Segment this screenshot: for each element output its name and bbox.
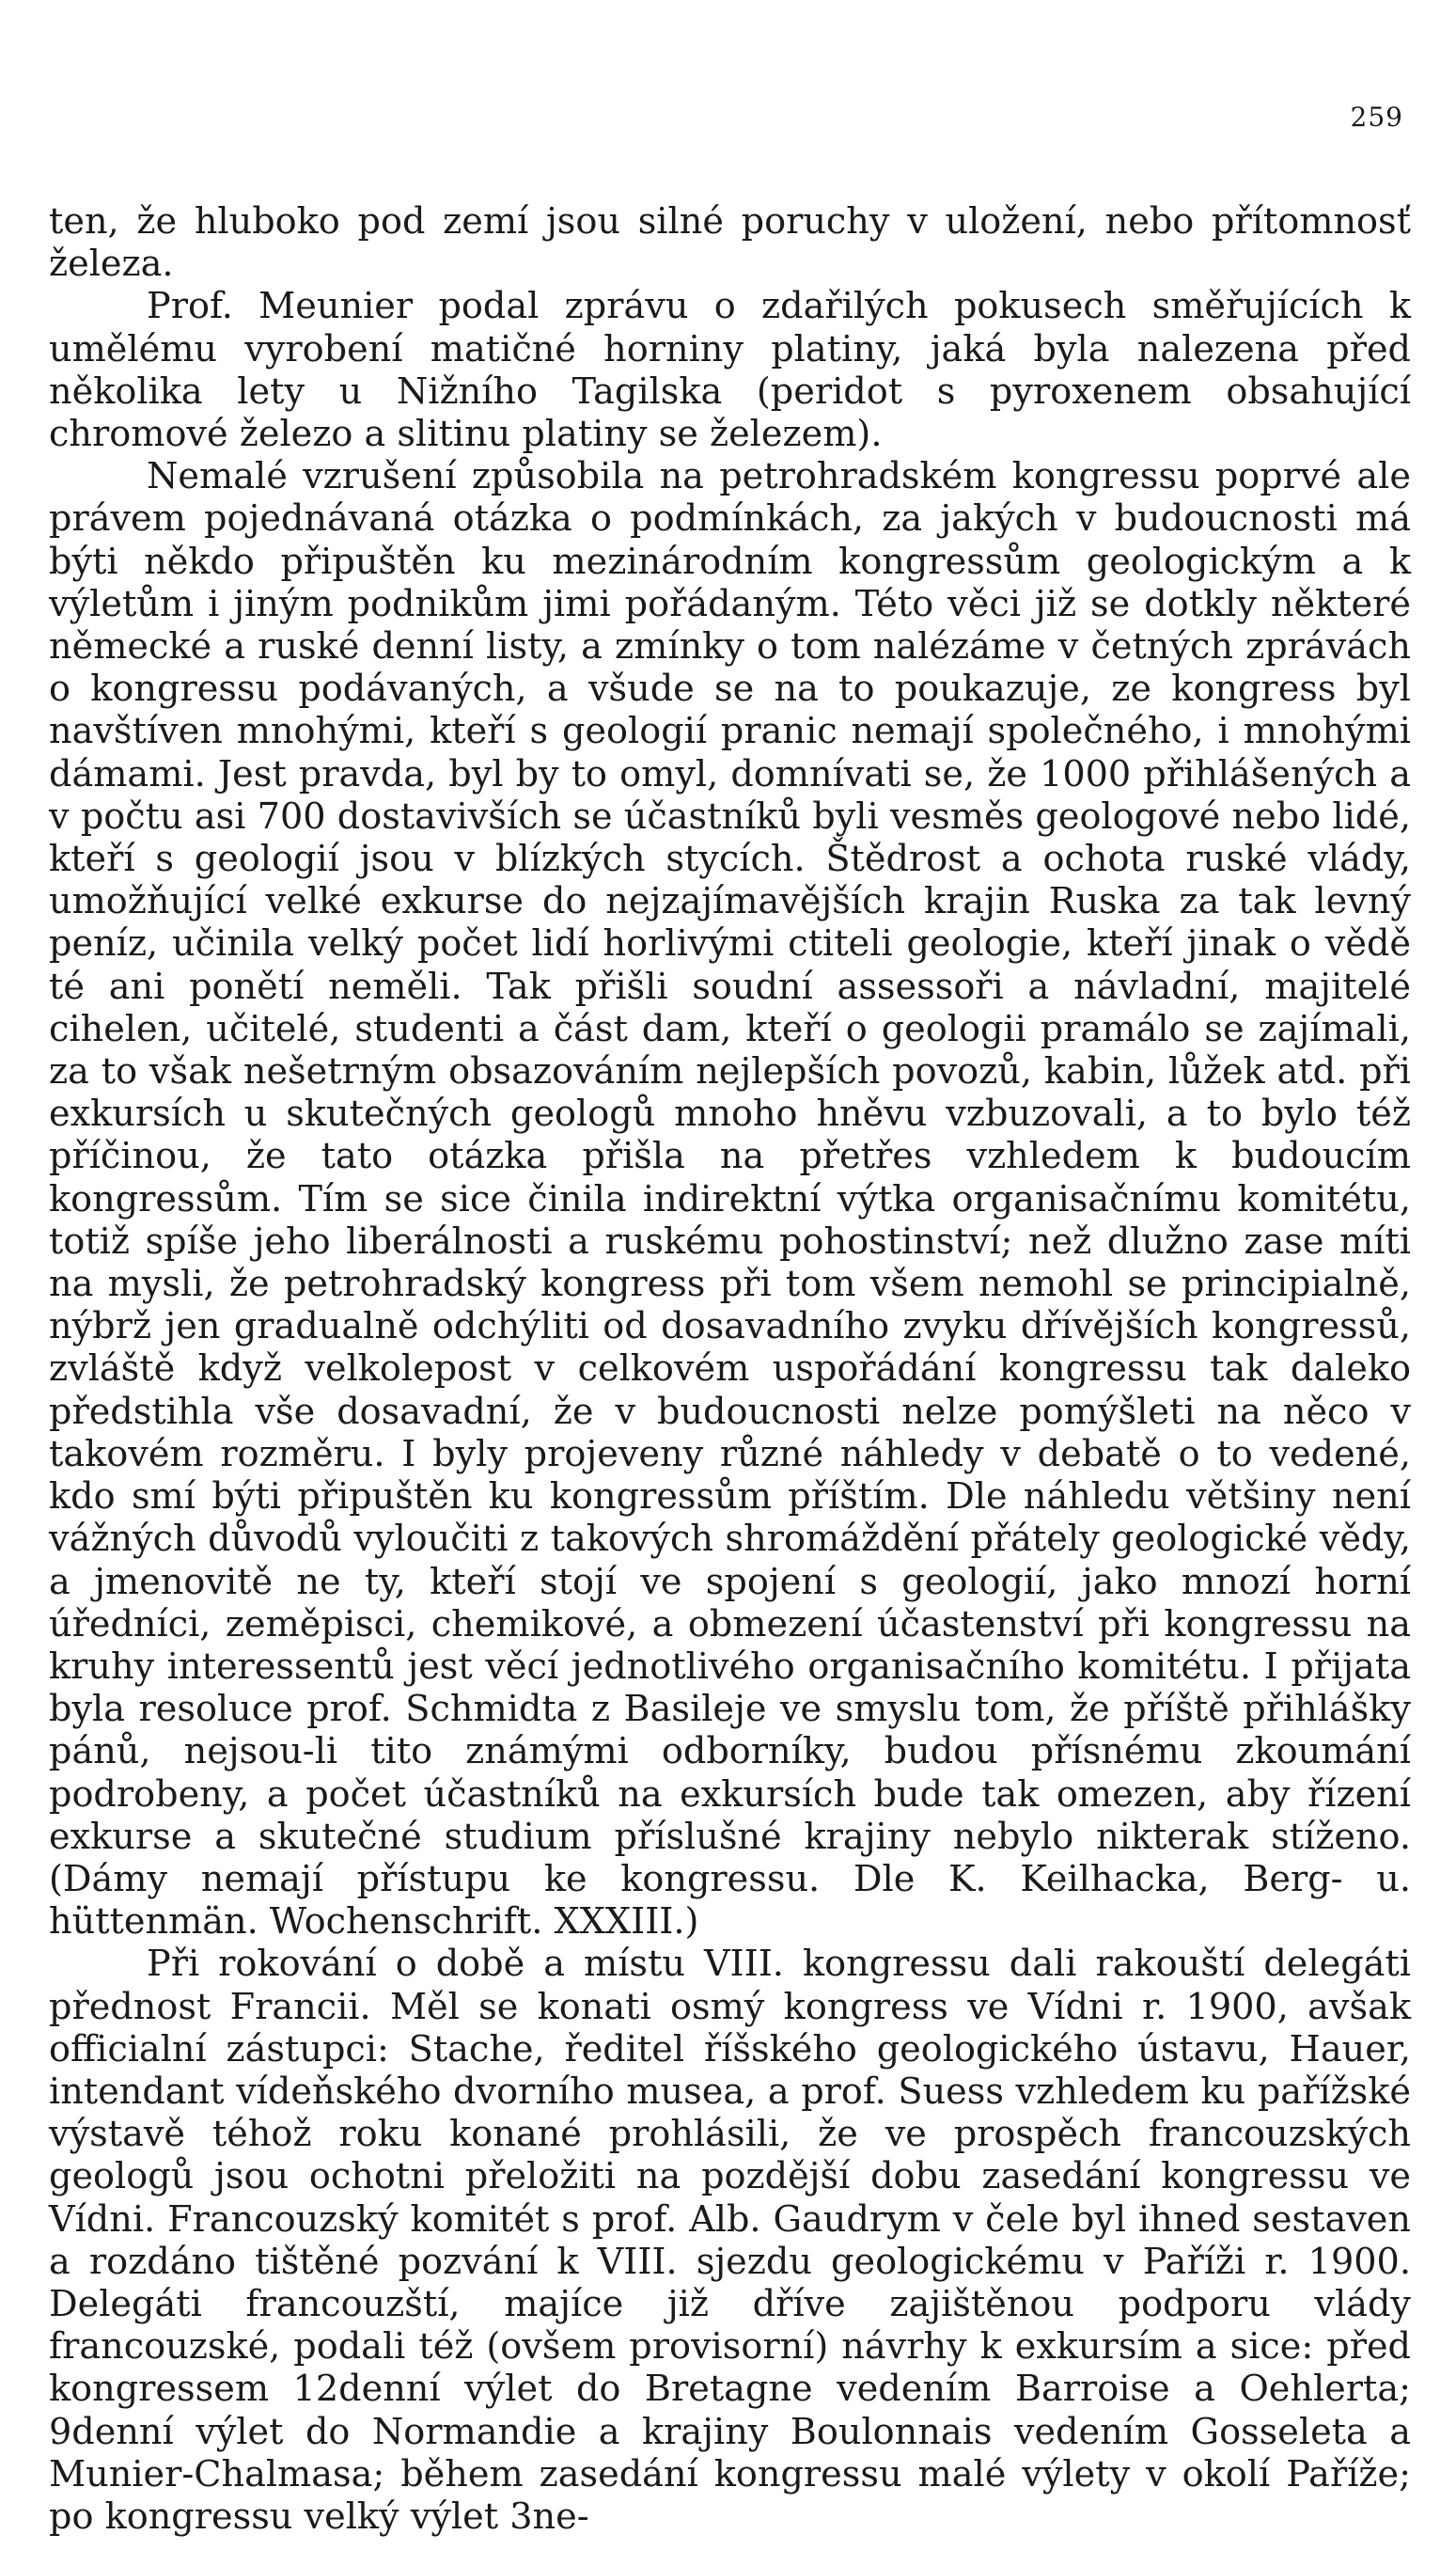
paragraph-eighth-congress: Při rokování o době a místu VIII. kongressu dali rakouští delegáti přednost Francii. Měl se konati osmý kongress ve Vídni r. 1900, avšak officialní zástupci: Stache, ředitel říšského geologického ústavu, Hauer, intendant vídeňského dvorního musea, a prof. Suess vzhledem ku pařížské výstavě téhož roku konané prohlásili, že ve prospěch francouzských geologů jsou ochotni přeložiti na pozdější dobu zasedání kongressu ve Vídni. Francouzský komitét s prof. Alb. Gaudrym v čele byl ihned sestaven a rozdáno tištěné pozvání k VIII. sjezdu geologickému v Paříži r. 1900. Delegáti francouzští, majíce již dříve zajištěnou podporu vlády francouzské, podali též (ovšem provisorní) návrhy k exkursím a sice: před kongressem 12denní výlet do Bretagne vedením Barroise a Oehlerta; 9denní výlet do Normandie a krajiny Boulonnais vedením Gosseleta a Munier-Chalmasa; během zasedání kongressu malé výlety v okolí Paříže; po kongressu velký výlet 3ne-: [49, 1944, 1411, 2538]
body-text: [49, 201, 1411, 2539]
paragraph-continuation: ten, že hluboko pod zemí jsou silné poruchy v uložení, nebo přítomnosť železa.: [49, 201, 1411, 286]
paragraph-congress-admission: Nemalé vzrušení způsobila na petrohradském kongressu poprvé ale právem pojednávaná otázka o podmínkách, za jakých v budoucnosti má býti někdo připuštěn ku mezinárodním kongressům geologickým a k výletům i jiným podnikům jimi pořádaným. Této věci již se dotkly některé německé a ruské denní listy, a zmínky o tom nalézáme v četných zprávách o kongressu podávaných, a všude se na to poukazuje, ze kongress byl navštíven mnohými, kteří s geologií pranic nemají společného, i mnohými dámami. Jest pravda, byl by to omyl, domnívati se, že 1000 přihlášených a v počtu asi 700 dostavivších se účastníků byli vesměs geologové nebo lidé, kteří s geologií jsou v blízkých stycích. Štědrost a ochota ruské vlády, umožňující velké exkurse do nejzajímavějších krajin Ruska za tak levný peníz, učinila velký počet lidí horlivými ctiteli geologie, kteří jinak o vědě té ani ponětí neměli. Tak přišli soudní assessoři a návladní, majitelé cihelen, učitelé, studenti a část dam, kteří o geologii pramálo se zajímali, za to však nešetrným obsazováním nejlepších povozů, kabin, lůžek atd. při exkursích u skutečných geologů mnoho hněvu vzbuzovali, a to bylo též příčinou, že tato otázka přišla na přetřes vzhledem k budoucím kongressům. Tím se sice činila indirektní výtka organisačnímu komitétu, totiž spíše jeho liberálnosti a ruskému pohostinství; než dlužno zase míti na mysli, že petrohradský kongress při tom všem nemohl se principialně, nýbrž jen gradualně odchýliti od dosavadního zvyku dřívějších kongressů, zvláště když velkolepost v celkovém uspořádání kongressu tak daleko předstihla vše dosavadní, že v budoucnosti nelze pomýšleti na něco v takovém rozměru. I byly projeveny různé náhledy v debatě o to vedené, kdo smí býti připuštěn ku kongressům příštím. Dle náhledu většiny není vážných důvodů vyloučiti z takových shromáždění přátely geologické vědy, a jmenovitě ne ty, kteří stojí ve spojení s geologií, jako mnozí horní úředníci, zeměpisci, chemikové, a obmezení účastenství při kongressu na kruhy interessentů jest věcí jednotlivého organisačního komitétu. I přijata byla resoluce prof. Schmidta z Basileje ve smyslu tom, že příště přihlášky pánů, nejsou-li tito známými odborníky, budou přísnému zkoumání podrobeny, a počet účastníků na exkursích bude tak omezen, aby řízení exkurse a skutečné studium příslušné krajiny nebylo nikterak stíženo. (Dámy nemají přístupu ke kongressu. Dle K. Keilhacka, Berg- u. hüttenmän. Wochenschrift. XXXIII.): [49, 456, 1411, 1944]
page-number: 259: [1350, 102, 1403, 133]
paragraph-meunier: Prof. Meunier podal zprávu o zdařilých pokusech směřujících k umělému vyrobení matičné horniny platiny, jaká byla nalezena před několika lety u Nižního Tagilska (peridot s pyroxenem obsahující chromové železo a slitinu platiny se železem).: [49, 286, 1411, 456]
